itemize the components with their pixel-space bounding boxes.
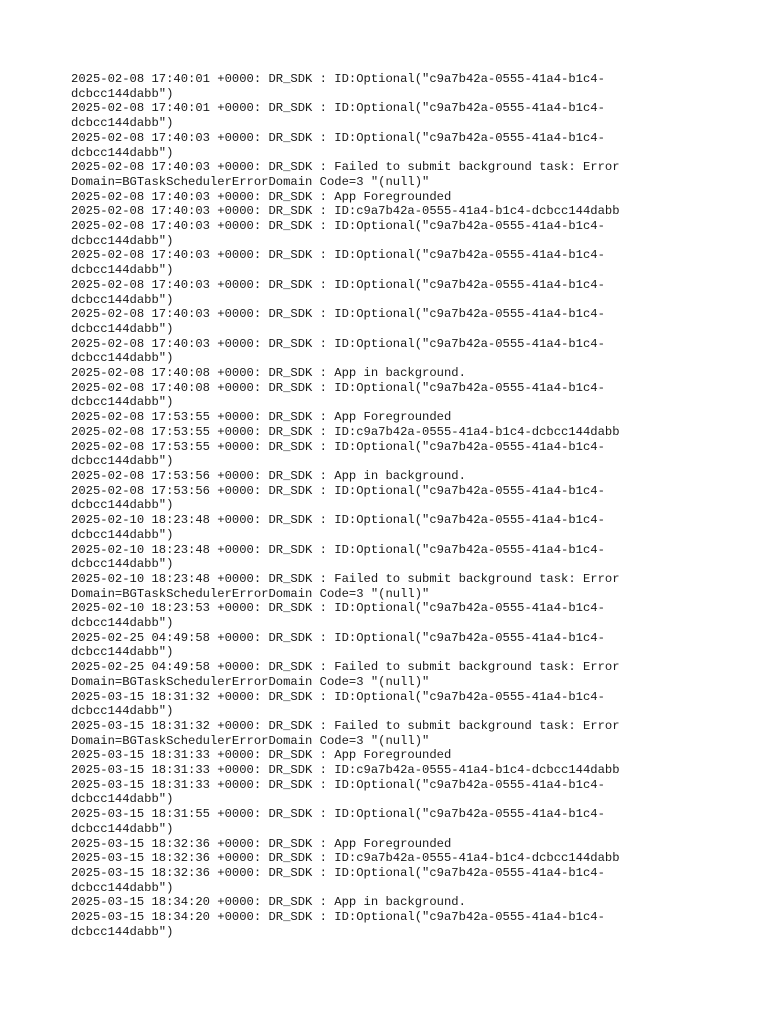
- log-line: dcbcc144dabb"): [71, 321, 174, 336]
- log-line: 2025-03-15 18:31:55 +0000: DR_SDK : ID:Optional("c9a7b42a-0555-41a4-b1c4-: [71, 807, 605, 822]
- log-line: 2025-02-08 17:40:03 +0000: DR_SDK : ID:Optional("c9a7b42a-0555-41a4-b1c4-: [71, 248, 605, 263]
- log-line: dcbcc144dabb"): [71, 821, 174, 836]
- log-line: 2025-03-15 18:31:33 +0000: DR_SDK : App Foregrounded: [71, 748, 452, 763]
- log-line: 2025-02-25 04:49:58 +0000: DR_SDK : Failed to submit background task: Error: [71, 660, 620, 675]
- log-line: dcbcc144dabb"): [71, 645, 174, 660]
- log-line: 2025-03-15 18:31:33 +0000: DR_SDK : ID:Optional("c9a7b42a-0555-41a4-b1c4-: [71, 777, 605, 792]
- log-line: Domain=BGTaskSchedulerErrorDomain Code=3 "(null)": [71, 674, 430, 689]
- log-line: 2025-02-10 18:23:48 +0000: DR_SDK : ID:Optional("c9a7b42a-0555-41a4-b1c4-: [71, 513, 605, 528]
- log-line: dcbcc144dabb"): [71, 924, 174, 939]
- log-line: 2025-02-08 17:40:01 +0000: DR_SDK : ID:Optional("c9a7b42a-0555-41a4-b1c4-: [71, 72, 605, 86]
- log-line: dcbcc144dabb"): [71, 233, 174, 248]
- log-line: 2025-02-08 17:40:01 +0000: DR_SDK : ID:Optional("c9a7b42a-0555-41a4-b1c4-: [71, 101, 605, 116]
- log-line: 2025-02-10 18:23:53 +0000: DR_SDK : ID:Optional("c9a7b42a-0555-41a4-b1c4-: [71, 601, 605, 616]
- log-line: 2025-02-08 17:40:03 +0000: DR_SDK : ID:Optional("c9a7b42a-0555-41a4-b1c4-: [71, 336, 605, 351]
- log-line: dcbcc144dabb"): [71, 498, 174, 513]
- log-line: 2025-02-08 17:40:03 +0000: DR_SDK : ID:c9a7b42a-0555-41a4-b1c4-dcbcc144dabb: [71, 204, 620, 219]
- log-line: 2025-02-08 17:40:08 +0000: DR_SDK : App in background.: [71, 366, 466, 381]
- log-line: 2025-03-15 18:32:36 +0000: DR_SDK : App Foregrounded: [71, 836, 452, 851]
- log-line: dcbcc144dabb"): [71, 454, 174, 469]
- log-line: dcbcc144dabb"): [71, 263, 174, 278]
- log-line: 2025-02-08 17:53:55 +0000: DR_SDK : ID:c9a7b42a-0555-41a4-b1c4-dcbcc144dabb: [71, 424, 620, 439]
- log-text-body: [71, 72, 651, 939]
- log-line: 2025-03-15 18:31:32 +0000: DR_SDK : ID:Optional("c9a7b42a-0555-41a4-b1c4-: [71, 689, 605, 704]
- log-line: dcbcc144dabb"): [71, 527, 174, 542]
- log-line: 2025-03-15 18:34:20 +0000: DR_SDK : ID:Optional("c9a7b42a-0555-41a4-b1c4-: [71, 910, 605, 925]
- log-line: dcbcc144dabb"): [71, 616, 174, 631]
- log-line: 2025-03-15 18:32:36 +0000: DR_SDK : ID:c9a7b42a-0555-41a4-b1c4-dcbcc144dabb: [71, 851, 620, 866]
- log-line: 2025-02-08 17:40:03 +0000: DR_SDK : ID:Optional("c9a7b42a-0555-41a4-b1c4-: [71, 130, 605, 145]
- log-line: 2025-02-08 17:40:08 +0000: DR_SDK : ID:Optional("c9a7b42a-0555-41a4-b1c4-: [71, 380, 605, 395]
- log-line: Domain=BGTaskSchedulerErrorDomain Code=3 "(null)": [71, 174, 430, 189]
- log-line: 2025-02-08 17:53:56 +0000: DR_SDK : ID:Optional("c9a7b42a-0555-41a4-b1c4-: [71, 483, 605, 498]
- log-line: Domain=BGTaskSchedulerErrorDomain Code=3 "(null)": [71, 586, 430, 601]
- log-line: dcbcc144dabb"): [71, 395, 174, 410]
- log-line: 2025-03-15 18:32:36 +0000: DR_SDK : ID:Optional("c9a7b42a-0555-41a4-b1c4-: [71, 865, 605, 880]
- log-line: 2025-02-08 17:40:03 +0000: DR_SDK : ID:Optional("c9a7b42a-0555-41a4-b1c4-: [71, 307, 605, 322]
- log-line: 2025-02-10 18:23:48 +0000: DR_SDK : Failed to submit background task: Error: [71, 571, 620, 586]
- log-line: 2025-02-08 17:53:55 +0000: DR_SDK : ID:Optional("c9a7b42a-0555-41a4-b1c4-: [71, 439, 605, 454]
- log-line: 2025-02-08 17:40:03 +0000: DR_SDK : ID:Optional("c9a7b42a-0555-41a4-b1c4-: [71, 277, 605, 292]
- log-line: dcbcc144dabb"): [71, 145, 174, 160]
- log-line: 2025-03-15 18:31:32 +0000: DR_SDK : Failed to submit background task: Error: [71, 718, 620, 733]
- log-line: dcbcc144dabb"): [71, 86, 174, 101]
- log-line: dcbcc144dabb"): [71, 351, 174, 366]
- log-line: dcbcc144dabb"): [71, 880, 174, 895]
- log-line: 2025-02-08 17:40:03 +0000: DR_SDK : Failed to submit background task: Error: [71, 160, 620, 175]
- log-line: 2025-02-10 18:23:48 +0000: DR_SDK : ID:Optional("c9a7b42a-0555-41a4-b1c4-: [71, 542, 605, 557]
- log-line: 2025-03-15 18:31:33 +0000: DR_SDK : ID:c9a7b42a-0555-41a4-b1c4-dcbcc144dabb: [71, 763, 620, 778]
- log-line: 2025-02-08 17:40:03 +0000: DR_SDK : ID:Optional("c9a7b42a-0555-41a4-b1c4-: [71, 219, 605, 234]
- log-line: 2025-02-08 17:53:55 +0000: DR_SDK : App Foregrounded: [71, 410, 452, 425]
- log-line: 2025-02-08 17:53:56 +0000: DR_SDK : App in background.: [71, 468, 466, 483]
- log-line: dcbcc144dabb"): [71, 704, 174, 719]
- log-line: dcbcc144dabb"): [71, 116, 174, 131]
- log-line: dcbcc144dabb"): [71, 557, 174, 572]
- log-line: 2025-03-15 18:34:20 +0000: DR_SDK : App in background.: [71, 895, 466, 910]
- log-line: 2025-02-08 17:40:03 +0000: DR_SDK : App Foregrounded: [71, 189, 452, 204]
- log-line: dcbcc144dabb"): [71, 792, 174, 807]
- log-line: 2025-02-25 04:49:58 +0000: DR_SDK : ID:Optional("c9a7b42a-0555-41a4-b1c4-: [71, 630, 605, 645]
- log-line: dcbcc144dabb"): [71, 292, 174, 307]
- log-line: Domain=BGTaskSchedulerErrorDomain Code=3 "(null)": [71, 733, 430, 748]
